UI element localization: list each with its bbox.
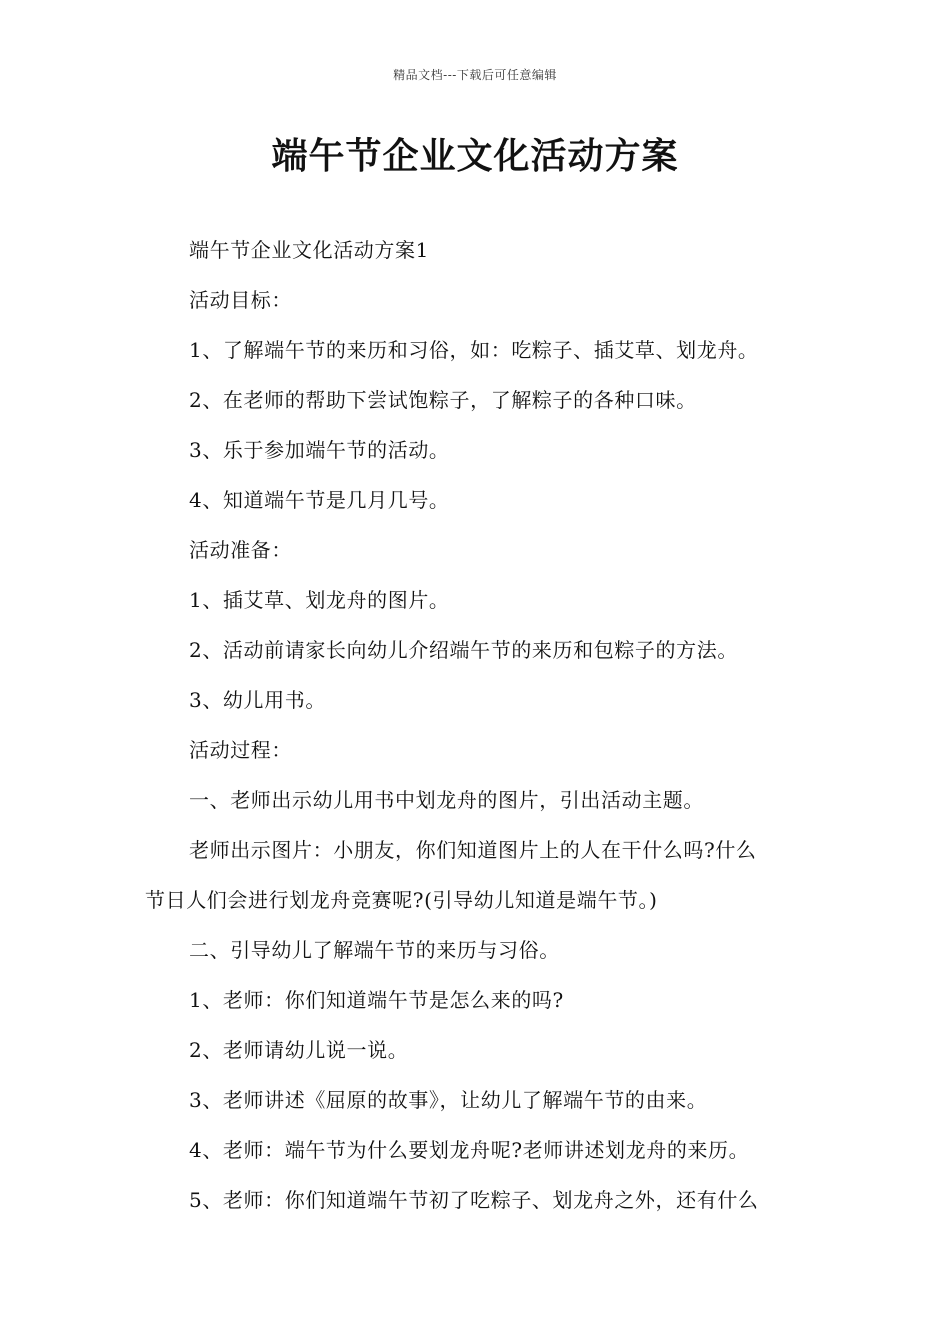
paragraph: 1、插艾草、划龙舟的图片。 [189, 588, 450, 612]
paragraph: 2、老师请幼儿说一说。 [189, 1038, 409, 1062]
paragraph: 老师出示图片：小朋友，你们知道图片上的人在干什么吗?什么 [189, 838, 757, 862]
paragraph: 1、老师：你们知道端午节是怎么来的吗? [189, 988, 564, 1012]
document-body [145, 230, 807, 1230]
paragraph-continuation: 节日人们会进行划龙舟竞赛呢?(引导幼儿知道是端午节。) [145, 888, 658, 912]
paragraph: 5、老师：你们知道端午节初了吃粽子、划龙舟之外，还有什么 [189, 1188, 759, 1212]
paragraph: 2、在老师的帮助下尝试饱粽子，了解粽子的各种口味。 [189, 388, 697, 412]
paragraph: 一、老师出示幼儿用书中划龙舟的图片，引出活动主题。 [189, 788, 704, 812]
section-heading: 端午节企业文化活动方案1 [189, 238, 429, 262]
paragraph: 1、了解端午节的来历和习俗，如：吃粽子、插艾草、划龙舟。 [189, 338, 759, 362]
subheading-preparation: 活动准备： [189, 538, 292, 562]
paragraph: 3、乐于参加端午节的活动。 [189, 438, 450, 462]
paragraph: 4、知道端午节是几月几号。 [189, 488, 450, 512]
subheading-process: 活动过程： [189, 738, 292, 762]
header-note: 精品文档---下载后可任意编辑 [393, 68, 557, 82]
subheading-goals: 活动目标： [189, 288, 292, 312]
paragraph: 3、幼儿用书。 [189, 688, 326, 712]
document-title: 端午节企业文化活动方案 [271, 136, 679, 177]
paragraph: 2、活动前请家长向幼儿介绍端午节的来历和包粽子的方法。 [189, 638, 738, 662]
paragraph: 二、引导幼儿了解端午节的来历与习俗。 [189, 938, 560, 962]
paragraph: 4、老师：端午节为什么要划龙舟呢?老师讲述划龙舟的来历。 [189, 1138, 750, 1162]
paragraph: 3、老师讲述《屈原的故事》，让幼儿了解端午节的由来。 [189, 1088, 708, 1112]
